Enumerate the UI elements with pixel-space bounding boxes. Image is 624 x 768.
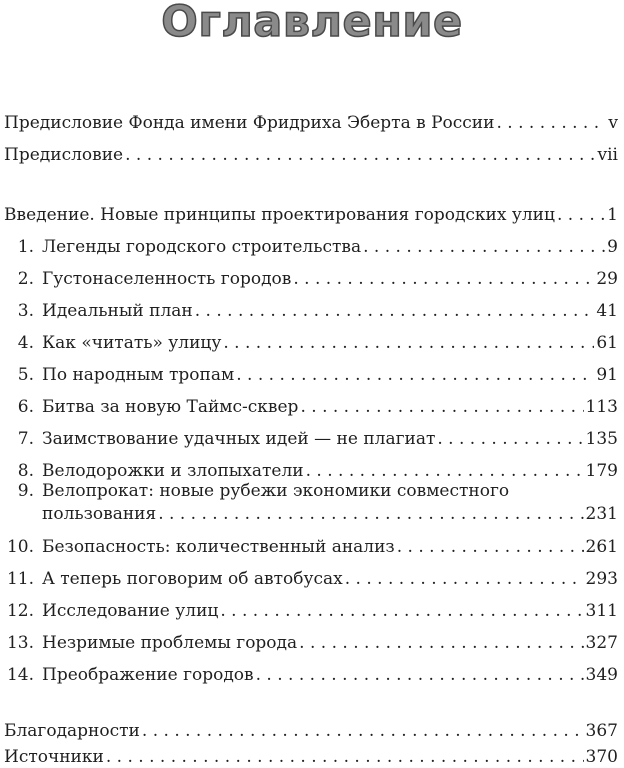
toc-entry-number: 6. — [17, 397, 34, 417]
toc-entry-page: 327 — [585, 633, 618, 653]
toc-entry-number: 1. — [17, 237, 34, 257]
dot-leader — [256, 664, 584, 686]
dot-leader — [293, 268, 594, 290]
toc-entry-title: По народным тропам — [42, 365, 235, 385]
toc-entry-title: Благодарности — [4, 721, 140, 741]
toc-entry-chapter-6[interactable] — [4, 388, 618, 418]
dot-leader — [496, 112, 606, 134]
toc-entry-page: 135 — [585, 429, 618, 449]
dot-leader — [306, 460, 584, 482]
toc-entry-foreword[interactable] — [4, 136, 618, 166]
toc-entry-title: Велопрокат: новые рубежи экономики совместного — [42, 481, 510, 501]
toc-entry-title: А теперь поговорим об автобусах — [42, 569, 343, 589]
toc-entry-page: 113 — [585, 397, 618, 417]
dot-leader — [220, 600, 583, 622]
toc-entry-chapter-1[interactable] — [4, 228, 618, 258]
toc-entry-page: 367 — [585, 721, 618, 741]
dot-leader — [125, 144, 595, 166]
toc-entry-acknowledgements[interactable] — [4, 712, 618, 742]
toc-entry-number: 10. — [6, 537, 34, 557]
toc-entry-page: 311 — [585, 601, 618, 621]
toc-entry-page: v — [608, 113, 618, 133]
toc-entry-chapter-4[interactable] — [4, 324, 618, 354]
toc-entry-number: 11. — [6, 569, 34, 589]
dot-leader — [300, 396, 583, 418]
dot-leader — [363, 236, 605, 258]
toc-entry-page: vii — [597, 145, 618, 165]
toc-entry-page: 9 — [607, 237, 618, 257]
toc-entry-chapter-12[interactable] — [4, 592, 618, 622]
toc-entry-page: 61 — [596, 333, 618, 353]
toc-entry-page: 261 — [585, 537, 618, 557]
dot-leader — [345, 568, 584, 590]
toc-entry-chapter-7[interactable] — [4, 420, 618, 450]
toc-entry-chapter-5[interactable] — [4, 356, 618, 386]
toc-entry-chapter-9[interactable] — [4, 480, 618, 526]
toc-entry-title: Заимствование удачных идей — не плагиат — [42, 429, 436, 449]
toc-entry-chapter-14[interactable] — [4, 656, 618, 686]
toc-entry-page: 293 — [585, 569, 618, 589]
toc-entry-number: 9. — [17, 481, 34, 501]
toc-entry-title: Безопасность: количественный анализ — [42, 537, 395, 557]
toc-entry-page: 29 — [596, 269, 618, 289]
dot-leader — [437, 428, 583, 450]
dot-leader — [299, 632, 583, 654]
toc-entry-title: Предисловие Фонда имени Фридриха Эберта в России — [4, 113, 495, 133]
toc-entry-title: Густонаселенность городов — [42, 269, 292, 289]
toc-entry-title: Преображение городов — [42, 665, 254, 685]
toc-entry-page: 370 — [585, 747, 618, 767]
toc-entry-number: 14. — [6, 665, 34, 685]
dot-leader — [557, 204, 605, 226]
toc-entry-title: Легенды городского строительства — [42, 237, 362, 257]
toc-entry-title: Битва за новую Таймс-сквер — [42, 397, 299, 417]
dot-leader — [236, 364, 594, 386]
toc-entry-line-1 — [4, 480, 618, 502]
toc-entry-introduction[interactable] — [4, 196, 618, 226]
toc-entry-title-continued: пользования — [42, 504, 157, 524]
dot-leader — [397, 536, 584, 558]
toc-entry-chapter-8[interactable] — [4, 452, 618, 482]
toc-entry-chapter-13[interactable] — [4, 624, 618, 654]
toc-entry-line-2 — [4, 503, 618, 525]
page-title: Оглавление — [161, 0, 463, 47]
dot-leader — [223, 332, 594, 354]
toc-entry-title: Исследование улиц — [42, 601, 219, 621]
dot-leader — [106, 746, 584, 768]
toc-entry-chapter-11[interactable] — [4, 560, 618, 590]
toc-entry-title: Как «читать» улицу — [42, 333, 222, 353]
toc-entry-number: 2. — [17, 269, 34, 289]
toc-entry-sources[interactable] — [4, 740, 618, 768]
toc-entry-title: Идеальный план — [42, 301, 193, 321]
toc-entry-title: Незримые проблемы города — [42, 633, 298, 653]
toc-entry-chapter-2[interactable] — [4, 260, 618, 290]
toc-entry-chapter-10[interactable] — [4, 528, 618, 558]
toc-entry-number: 4. — [17, 333, 34, 353]
toc-entry-number: 3. — [17, 301, 34, 321]
toc-entry-title: Предисловие — [4, 145, 124, 165]
toc-entry-number: 8. — [17, 461, 34, 481]
toc-entry-number: 13. — [6, 633, 34, 653]
toc-entry-page: 179 — [585, 461, 618, 481]
toc-entry-foreword-foundation[interactable] — [4, 104, 618, 134]
toc-entry-number: 7. — [17, 429, 34, 449]
toc-entry-number: 12. — [6, 601, 34, 621]
dot-leader — [142, 720, 584, 742]
toc-entry-page: 91 — [596, 365, 618, 385]
toc-entry-title: Источники — [4, 747, 104, 767]
toc-entry-chapter-3[interactable] — [4, 292, 618, 322]
toc-entry-page: 41 — [596, 301, 618, 321]
dot-leader — [195, 300, 595, 322]
toc-entry-number: 5. — [17, 365, 34, 385]
toc-entry-title: Велодорожки и злопыхатели — [42, 461, 304, 481]
dot-leader — [158, 503, 583, 525]
toc-entry-page: 1 — [607, 205, 618, 225]
toc-entry-page: 231 — [585, 504, 618, 524]
toc-entry-page: 349 — [585, 665, 618, 685]
toc-entry-title: Введение. Новые принципы проектирования городских улиц — [4, 205, 555, 225]
